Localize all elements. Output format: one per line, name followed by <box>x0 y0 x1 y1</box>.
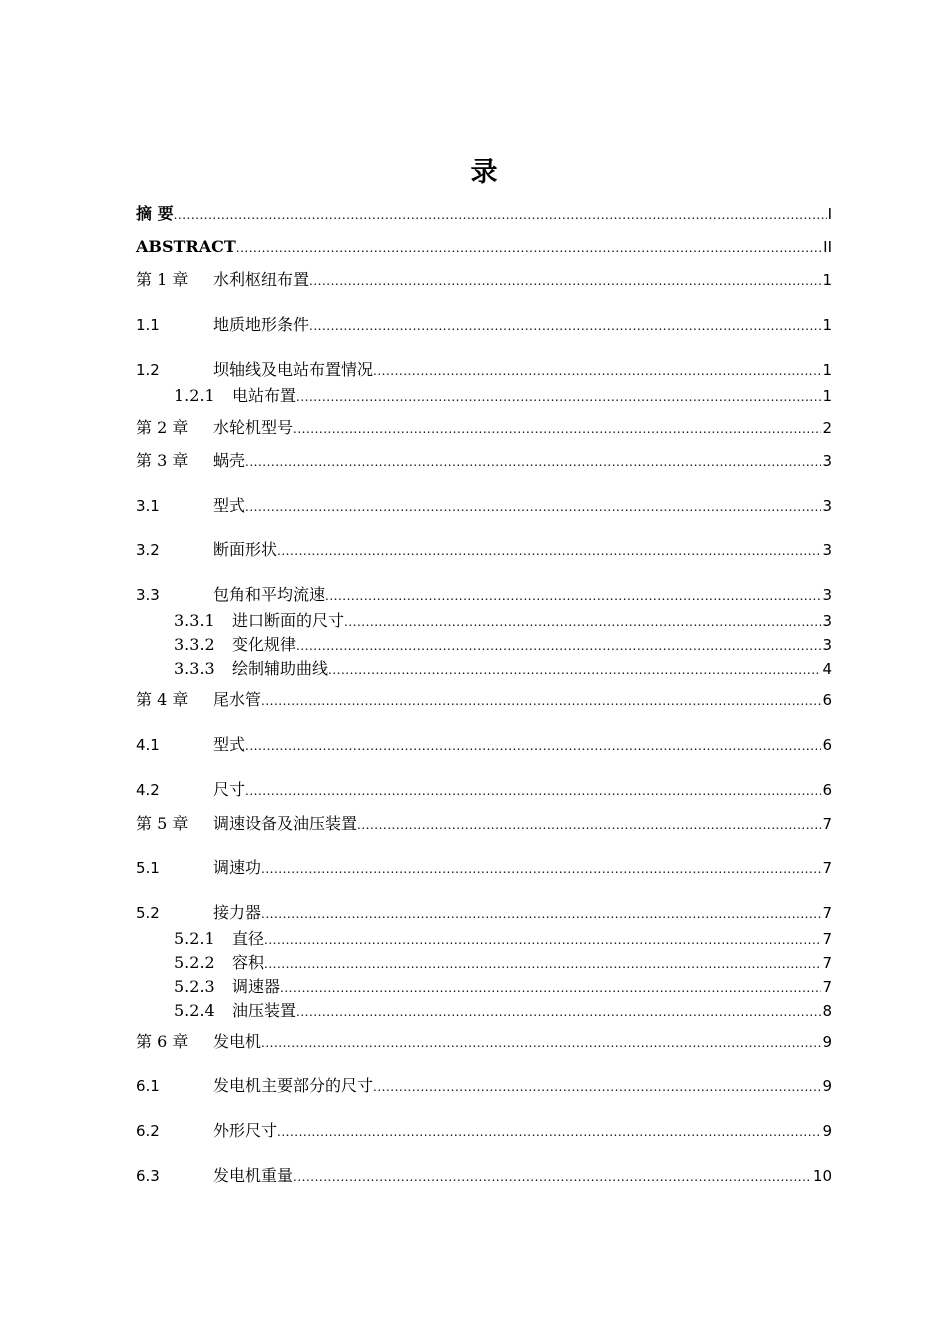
toc-entry-page: 7 <box>822 904 832 922</box>
toc-entry-title: 尺寸 <box>213 780 246 799</box>
toc-dot-leader <box>245 735 821 755</box>
toc-entry-title: 油压装置 <box>232 1001 297 1020</box>
toc-entry-number: 6.1 <box>136 1077 160 1095</box>
toc-entry[interactable] <box>136 200 832 224</box>
toc-entry-title: ABSTRACT <box>136 237 236 256</box>
toc-entry-number: 4.2 <box>136 781 160 799</box>
toc-entry-title: 尾水管 <box>213 690 262 709</box>
toc-entry-number: 3.1 <box>136 497 160 515</box>
toc-entry-title: 水轮机型号 <box>213 418 294 437</box>
toc-entry[interactable] <box>174 607 832 631</box>
toc-entry-page: I <box>827 205 832 223</box>
toc-entry-number: 4.1 <box>136 736 160 754</box>
toc-dot-leader <box>277 1121 821 1141</box>
toc-entry-number: 第 4 章 <box>136 690 189 709</box>
toc-entry-title: 包角和平均流速 <box>213 585 326 604</box>
toc-entry-title: 蜗壳 <box>213 451 246 470</box>
toc-dot-leader <box>245 780 821 800</box>
toc-entry-page: 6 <box>822 736 832 754</box>
toc-entry[interactable] <box>136 266 832 290</box>
toc-entry-title: 容积 <box>232 953 265 972</box>
toc-dot-leader <box>296 635 821 655</box>
toc-entry-page: 7 <box>822 859 832 877</box>
toc-entry-title: 水利枢纽布置 <box>213 270 310 289</box>
toc-entry-number: 第 1 章 <box>136 270 189 289</box>
toc-entry-page: 10 <box>812 1167 832 1185</box>
toc-entry-title: 型式 <box>213 496 246 515</box>
toc-entry-number: 6.3 <box>136 1167 160 1185</box>
toc-dot-leader <box>261 690 821 710</box>
toc-entry[interactable] <box>136 356 832 380</box>
toc-entry[interactable] <box>174 997 832 1021</box>
toc-entry-number: 5.2 <box>136 904 160 922</box>
toc-entry-title: 接力器 <box>213 903 262 922</box>
toc-dot-leader <box>236 237 822 257</box>
toc-title: 录 <box>470 157 498 188</box>
toc-entry-number: 第 2 章 <box>136 418 189 437</box>
toc-entry-title: 坝轴线及电站布置情况 <box>213 360 374 379</box>
toc-dot-leader <box>293 1166 812 1186</box>
toc-entry-title: 发电机重量 <box>213 1166 294 1185</box>
toc-dot-leader <box>280 977 821 997</box>
toc-entry[interactable] <box>136 581 832 605</box>
toc-entry[interactable] <box>136 899 832 923</box>
toc-entry-title: 变化规律 <box>232 635 297 654</box>
toc-entry-title: 调速设备及油压装置 <box>213 814 358 833</box>
toc-entry-title: 外形尺寸 <box>213 1121 278 1140</box>
toc-dot-leader <box>264 953 821 973</box>
toc-dot-leader <box>357 814 821 834</box>
toc-entry[interactable] <box>136 1028 832 1052</box>
toc-entry-title: 电站布置 <box>232 386 297 405</box>
toc-entry-title: 断面形状 <box>213 540 278 559</box>
toc-entry-page: 1 <box>822 271 832 289</box>
toc-entry-page: 1 <box>822 316 832 334</box>
toc-entry-number: 3.3 <box>136 586 160 604</box>
toc-entry-title: 发电机主要部分的尺寸 <box>213 1076 374 1095</box>
toc-entry[interactable] <box>174 949 832 973</box>
toc-entry[interactable] <box>174 382 832 406</box>
toc-entry-title: 调速器 <box>232 977 281 996</box>
toc-dot-leader <box>373 1076 821 1096</box>
toc-entry[interactable] <box>174 655 832 679</box>
toc-entry-page: 7 <box>822 954 832 972</box>
toc-dot-leader <box>373 360 821 380</box>
toc-entry[interactable] <box>136 233 832 257</box>
toc-entry-page: 7 <box>822 815 832 833</box>
toc-entry-page: 3 <box>822 497 832 515</box>
toc-entry-page: 1 <box>822 361 832 379</box>
toc-entry[interactable] <box>136 447 832 471</box>
toc-entry-number: 1.2 <box>136 361 160 379</box>
toc-entry-title: 型式 <box>213 735 246 754</box>
toc-entry[interactable] <box>136 1117 832 1141</box>
toc-dot-leader <box>245 496 821 516</box>
toc-entry-number: 6.2 <box>136 1122 160 1140</box>
toc-entry-number: 第 6 章 <box>136 1032 189 1051</box>
toc-dot-leader <box>296 1001 821 1021</box>
toc-entry-page: 8 <box>822 1002 832 1020</box>
toc-entry[interactable] <box>174 631 832 655</box>
toc-entry[interactable] <box>136 810 832 834</box>
toc-entry-page: 9 <box>822 1122 832 1140</box>
toc-entry[interactable] <box>136 1162 832 1186</box>
toc-entry-page: 6 <box>822 781 832 799</box>
toc-entry-title: 进口断面的尺寸 <box>232 611 345 630</box>
toc-entry-number: 5.2.2 <box>174 953 215 972</box>
toc-entry[interactable] <box>174 973 832 997</box>
toc-entry-page: 1 <box>822 387 832 405</box>
toc-dot-leader <box>344 611 821 631</box>
toc-entry-page: 4 <box>822 660 832 678</box>
toc-entry-page: 9 <box>822 1077 832 1095</box>
toc-entry-number: 3.3.2 <box>174 635 215 654</box>
toc-entry-page: 3 <box>822 612 832 630</box>
toc-dot-leader <box>328 659 821 679</box>
toc-entry[interactable] <box>136 686 832 710</box>
toc-entry-title: 发电机 <box>213 1032 262 1051</box>
toc-entry-number: 第 3 章 <box>136 451 189 470</box>
toc-entry-number: 1.2.1 <box>174 386 215 405</box>
toc-entry-number: 5.2.3 <box>174 977 215 996</box>
toc-entry[interactable] <box>136 1072 832 1096</box>
toc-entry-title: 绘制辅助曲线 <box>232 659 329 678</box>
toc-entry-page: 9 <box>822 1033 832 1051</box>
toc-dot-leader <box>309 315 821 335</box>
toc-entry-page: 6 <box>822 691 832 709</box>
toc-entry-page: 3 <box>822 586 832 604</box>
toc-entry[interactable] <box>136 731 832 755</box>
toc-entry-page: 3 <box>822 636 832 654</box>
toc-entry-title: 调速功 <box>213 858 262 877</box>
toc-entry[interactable] <box>174 925 832 949</box>
toc-entry-page: 2 <box>822 419 832 437</box>
toc-dot-leader <box>293 418 821 438</box>
toc-dot-leader <box>325 585 821 605</box>
toc-dot-leader <box>174 204 827 224</box>
toc-entry-title: 直径 <box>232 929 265 948</box>
toc-entry-page: 7 <box>822 930 832 948</box>
toc-entry[interactable] <box>136 536 832 560</box>
toc-dot-leader <box>245 451 821 471</box>
toc-entry[interactable] <box>136 311 832 335</box>
toc-entry[interactable] <box>136 414 832 438</box>
toc-entry-number: 5.2.4 <box>174 1001 215 1020</box>
toc-dot-leader <box>309 270 821 290</box>
toc-entry[interactable] <box>136 854 832 878</box>
toc-entry-number: 5.1 <box>136 859 160 877</box>
toc-dot-leader <box>261 903 821 923</box>
toc-entry-page: 7 <box>822 978 832 996</box>
toc-entry-number: 1.1 <box>136 316 160 334</box>
toc-dot-leader <box>277 540 821 560</box>
toc-entry-title: 地质地形条件 <box>213 315 310 334</box>
toc-entry-number: 3.3.3 <box>174 659 215 678</box>
toc-entry-number: 第 5 章 <box>136 814 189 833</box>
toc-dot-leader <box>261 1032 821 1052</box>
toc-entry-page: II <box>823 238 832 256</box>
toc-entry-page: 3 <box>822 541 832 559</box>
toc-dot-leader <box>261 858 821 878</box>
toc-entry-title: 摘 要 <box>136 204 174 223</box>
toc-entry-page: 3 <box>822 452 832 470</box>
toc-entry-number: 3.2 <box>136 541 160 559</box>
toc-dot-leader <box>296 386 821 406</box>
toc-dot-leader <box>264 929 821 949</box>
toc-entry[interactable] <box>136 492 832 516</box>
toc-entry[interactable] <box>136 776 832 800</box>
toc-entry-number: 5.2.1 <box>174 929 215 948</box>
toc-entry-number: 3.3.1 <box>174 611 215 630</box>
